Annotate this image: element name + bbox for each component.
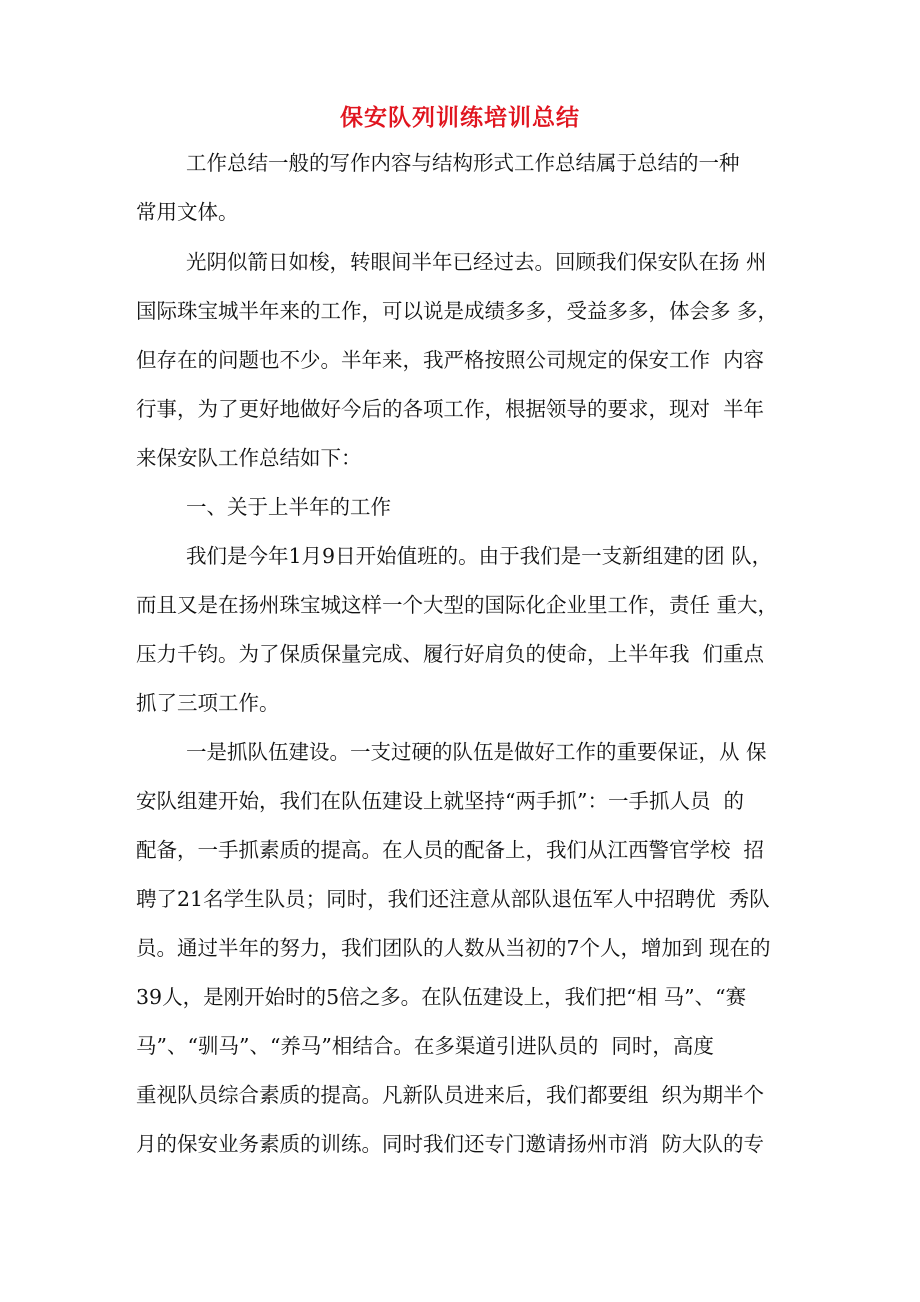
text-line: 常用文体。: [136, 200, 239, 224]
text-line: 聘了21名学生队员；同时，我们还注意从部队退伍军人中招聘优 秀队: [136, 887, 770, 911]
text-line: 光阴似箭日如梭，转眼间半年已经过去。回顾我们保安队在扬 州: [186, 250, 767, 274]
text-line: 马”、“驯马”、“养马”相结合。在多渠道引进队员的 同时，高度: [136, 1034, 714, 1058]
text-line: 抓了三项工作。: [136, 691, 280, 715]
text-line: 39人，是刚开始时的5倍之多。在队伍建设上，我们把“相 马”、“赛: [136, 985, 747, 1009]
text-line: 安队组建开始，我们在队伍建设上就坚持“两手抓”：一手抓人员 的: [136, 789, 744, 813]
text-line: 国际珠宝城半年来的工作，可以说是成绩多多，受益多多，体会多 多，: [136, 299, 779, 323]
text-line: 来保安队工作总结如下：: [136, 446, 362, 470]
text-line: 月的保安业务素质的训练。同时我们还专门邀请扬州市消 防大队的专: [136, 1132, 765, 1156]
text-line: 压力千钧。为了保质保量完成、履行好肩负的使命，上半年我 们重点: [136, 642, 765, 666]
text-line: 工作总结一般的写作内容与结构形式工作总结属于总结的一种: [186, 151, 740, 175]
text-line: 员。通过半年的努力，我们团队的人数从当初的7个人，增加到 现在的: [136, 936, 771, 960]
text-line: 我们是今年1月9日开始值班的。由于我们是一支新组建的团 队，: [186, 544, 773, 568]
text-line: 一是抓队伍建设。一支过硬的队伍是做好工作的重要保证，从 保: [186, 740, 767, 764]
text-line: 但存在的问题也不少。半年来，我严格按照公司规定的保安工作 内容: [136, 348, 765, 372]
text-line: 重视队员综合素质的提高。凡新队员进来后，我们都要组 织为期半个: [136, 1083, 765, 1107]
document-title: 保安队列训练培训总结: [340, 104, 580, 131]
text-line: 行事，为了更好地做好今后的各项工作，根据领导的要求，现对 半年: [136, 397, 765, 421]
text-line: 而且又是在扬州珠宝城这样一个大型的国际化企业里工作，责任 重大，: [136, 593, 779, 617]
section-heading: 一、关于上半年的工作: [186, 495, 391, 519]
text-line: 配备，一手抓素质的提高。在人员的配备上，我们从江西警官学校 招: [136, 838, 765, 862]
